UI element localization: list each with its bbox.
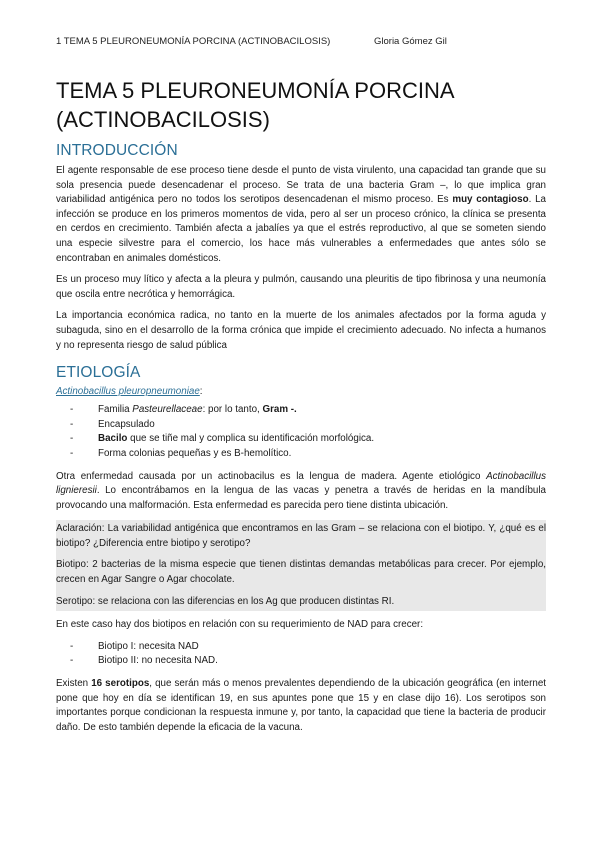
list-item: - Forma colonias pequeñas y es B-hemolítico. bbox=[70, 447, 292, 459]
title-line-1: TEMA 5 PLEURONEUMONÍA PORCINA bbox=[56, 78, 455, 103]
intro-paragraph-1 bbox=[56, 164, 546, 266]
biotipos-list bbox=[70, 640, 546, 669]
list-item: - Biotipo I: necesita NAD bbox=[70, 640, 199, 652]
text-run: El agente responsable de ese proceso tiene desde el punto de vista virulento, una capacidad tan grande que su sola presencia puede desencadenar el proceso. Se trata de una bacteria Gram –, lo que implica gran variabilidad antigénica pero no todos los serotipos desencadenan el mismo proceso. Es bbox=[56, 165, 546, 206]
clarification-box bbox=[56, 520, 546, 611]
biotipo-definition: Biotipo: 2 bacterias de la misma especie que tienen distintas demandas metabólicas para crecer. Por ejemplo, crecen en Agar Sangre o Agar chocolate. bbox=[56, 559, 546, 586]
species-link-line bbox=[56, 386, 546, 397]
list-item: - Familia Pasteurellaceae: por lo tanto, Gram -. bbox=[70, 404, 297, 416]
intro-paragraph-3: La importancia económica radica, no tanto en la muerte de los animales afectados por la forma aguda y subaguda, sino en el desarrollo de la forma crónica que impide el crecimiento adecuado. No infecta a humanos y no representa riesgo de salud pública bbox=[56, 310, 546, 351]
title-line-2: (ACTINOBACILOSIS) bbox=[56, 107, 270, 132]
colon: : bbox=[199, 386, 203, 398]
document-body bbox=[56, 142, 546, 742]
header-author: Gloria Gómez Gil bbox=[374, 36, 447, 47]
running-header: 1 TEMA 5 PLEURONEUMONÍA PORCINA (ACTINOBACILOSIS) bbox=[56, 36, 331, 47]
clarification-note: Aclaración: La variabilidad antigénica que encontramos en las Gram – se relaciona con el biotipo. Y, ¿qué es el biotipo? ¿Diferencia entre biotipo y serotipo? bbox=[56, 523, 546, 549]
serotipo-definition: Serotipo: se relaciona con las diferencias en los Ag que producen distintas RI. bbox=[56, 595, 395, 607]
characteristics-list bbox=[70, 403, 546, 461]
intro-paragraph-2: Es un proceso muy lítico y afecta a la pleura y pulmón, causando una pleuritis de tipo fibrinosa y una neumonía que oscila entre necrótica y hemorrágica. bbox=[56, 274, 546, 300]
bold-text: muy contagioso bbox=[452, 194, 529, 206]
page-title bbox=[56, 76, 556, 134]
heading-introduccion: INTRODUCCIÓN bbox=[56, 142, 178, 159]
biotipos-intro: En este caso hay dos biotipos en relación con su requerimiento de NAD para crecer: bbox=[56, 619, 424, 631]
heading-etiologia: ETIOLOGÍA bbox=[56, 364, 141, 382]
list-item: - Encapsulado bbox=[70, 418, 155, 430]
list-item: - Biotipo II: no necesita NAD. bbox=[70, 655, 218, 667]
other-disease-paragraph: Otra enfermedad causada por un actinobacilus es la lengua de madera. Agente etiológico Actinobacillus lignieresii. Lo encontrábamos en la lengua de las vacas y penetra a través de heridas en la mandíbula provocando una malformación. Esta enfermedad es parecida pero tiene distinta ubicación. bbox=[56, 470, 546, 511]
list-item: - Bacilo que se tiñe mal y complica su identificación morfológica. bbox=[70, 433, 375, 445]
species-link[interactable]: Actinobacillus pleuropneumoniae bbox=[56, 386, 200, 398]
serotipos-paragraph: Existen 16 serotipos, que serán más o menos prevalentes dependiendo de la ubicación geográfica (en internet pone que hoy en día se identifican 19, en sus apuntes pone que 15 y en clase dijo 16). Los serotipos son importantes porque condicionan la respuesta inmune y, por tanto, la capacidad que tiene la bacteria de producir daño. De esto también depende la eficacia de la vacuna. bbox=[56, 678, 546, 733]
text-run: . La infección se produce en los primeros momentos de vida, pero al ser un proceso crónico, la clínica se presenta en cerdos en crecimiento. También afecta a jabalíes ya que el estrés reproductivo, al que se someten siendo una especie silvestre para el comercio, los hace más vulnerables a enfermedades que antes sólo se encontraban en animales domésticos. bbox=[56, 194, 546, 264]
